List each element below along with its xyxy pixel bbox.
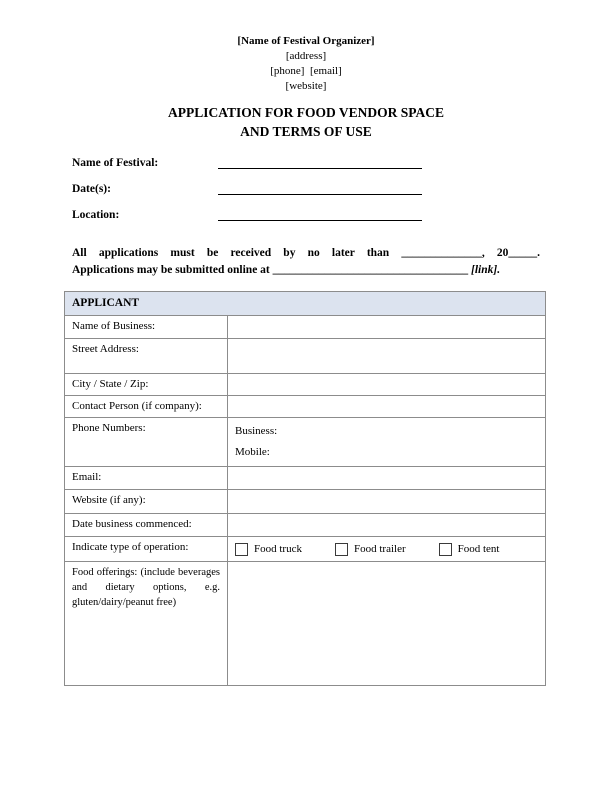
mobile-phone-label[interactable]: Mobile: — [235, 446, 270, 458]
contact-person-input-cell[interactable] — [228, 396, 546, 418]
location-label: Location: — [72, 209, 120, 221]
dates-label: Date(s): — [72, 183, 111, 195]
organizer-phone-email: [phone] [email] — [270, 65, 342, 77]
table-row — [65, 562, 546, 686]
field-row-dates — [72, 179, 540, 195]
name-of-business-input-cell[interactable] — [228, 316, 546, 339]
email-label: Email: — [65, 467, 228, 490]
table-row — [65, 316, 546, 339]
operation-type-options — [235, 540, 538, 557]
organizer-name: [Name of Festival Organizer] — [237, 35, 375, 47]
date-commenced-label: Date business commenced: — [65, 514, 228, 537]
street-address-label: Street Address: — [65, 339, 228, 374]
page-title-line2: AND TERMS OF USE — [240, 123, 372, 139]
food-truck-option[interactable] — [235, 542, 302, 557]
street-address-input-cell[interactable] — [228, 339, 546, 374]
deadline-line2-text: Applications may be submitted online at __________________________________ — [72, 264, 472, 276]
applicant-section-header: APPLICANT — [65, 292, 546, 316]
festival-name-blank[interactable] — [218, 154, 422, 169]
festival-name-label: Name of Festival: — [72, 157, 159, 169]
table-row — [65, 396, 546, 418]
food-tent-option[interactable] — [439, 542, 500, 557]
food-truck-label: Food truck — [254, 543, 302, 555]
table-row — [65, 418, 546, 467]
operation-type-options-cell — [228, 537, 546, 562]
link-placeholder: [link]. — [471, 264, 501, 276]
organizer-address: [address] — [285, 50, 327, 62]
website-input-cell[interactable] — [228, 490, 546, 514]
dates-blank[interactable] — [218, 180, 422, 195]
operation-type-label: Indicate type of operation: — [65, 537, 228, 562]
email-input-cell[interactable] — [228, 467, 546, 490]
phone-numbers-input-cell[interactable] — [228, 418, 546, 467]
table-row — [65, 467, 546, 490]
table-row — [65, 374, 546, 396]
table-row — [65, 514, 546, 537]
festival-fields — [72, 153, 540, 221]
table-row — [65, 537, 546, 562]
business-phone-label[interactable]: Business: — [235, 425, 278, 437]
city-state-zip-input-cell[interactable] — [228, 374, 546, 396]
food-offerings-label: Food offerings: (include beverages and dietary options, e.g. gluten/dairy/peanut free) — [65, 562, 228, 686]
page-title-line1: APPLICATION FOR FOOD VENDOR SPACE — [167, 105, 444, 120]
applicant-table — [64, 291, 546, 686]
deadline-line2 — [72, 262, 540, 279]
date-commenced-input-cell[interactable] — [228, 514, 546, 537]
applicant-section — [64, 291, 612, 686]
table-row — [65, 490, 546, 514]
food-trailer-option[interactable] — [335, 542, 406, 557]
website-label: Website (if any): — [65, 490, 228, 514]
letterhead — [0, 0, 612, 94]
name-of-business-label: Name of Business: — [65, 316, 228, 339]
organizer-website: [website] — [285, 80, 327, 92]
food-trailer-label: Food trailer — [353, 543, 406, 555]
food-trailer-checkbox[interactable] — [335, 543, 348, 556]
deadline-paragraph — [72, 245, 540, 279]
city-state-zip-label: City / State / Zip: — [65, 374, 228, 396]
food-offerings-input-cell[interactable] — [228, 562, 546, 686]
food-truck-checkbox[interactable] — [235, 543, 248, 556]
field-row-location — [72, 205, 540, 221]
deadline-line1: All applications must be received by no later than ______________, 20_____. — [72, 247, 540, 259]
field-row-festival-name — [72, 153, 540, 169]
table-row — [65, 292, 546, 316]
contact-person-label: Contact Person (if company): — [65, 396, 228, 418]
page-title — [0, 104, 612, 141]
food-tent-label: Food tent — [457, 543, 500, 555]
phone-numbers-label: Phone Numbers: — [65, 418, 228, 467]
food-tent-checkbox[interactable] — [439, 543, 452, 556]
table-row — [65, 339, 546, 374]
location-blank[interactable] — [218, 206, 422, 221]
